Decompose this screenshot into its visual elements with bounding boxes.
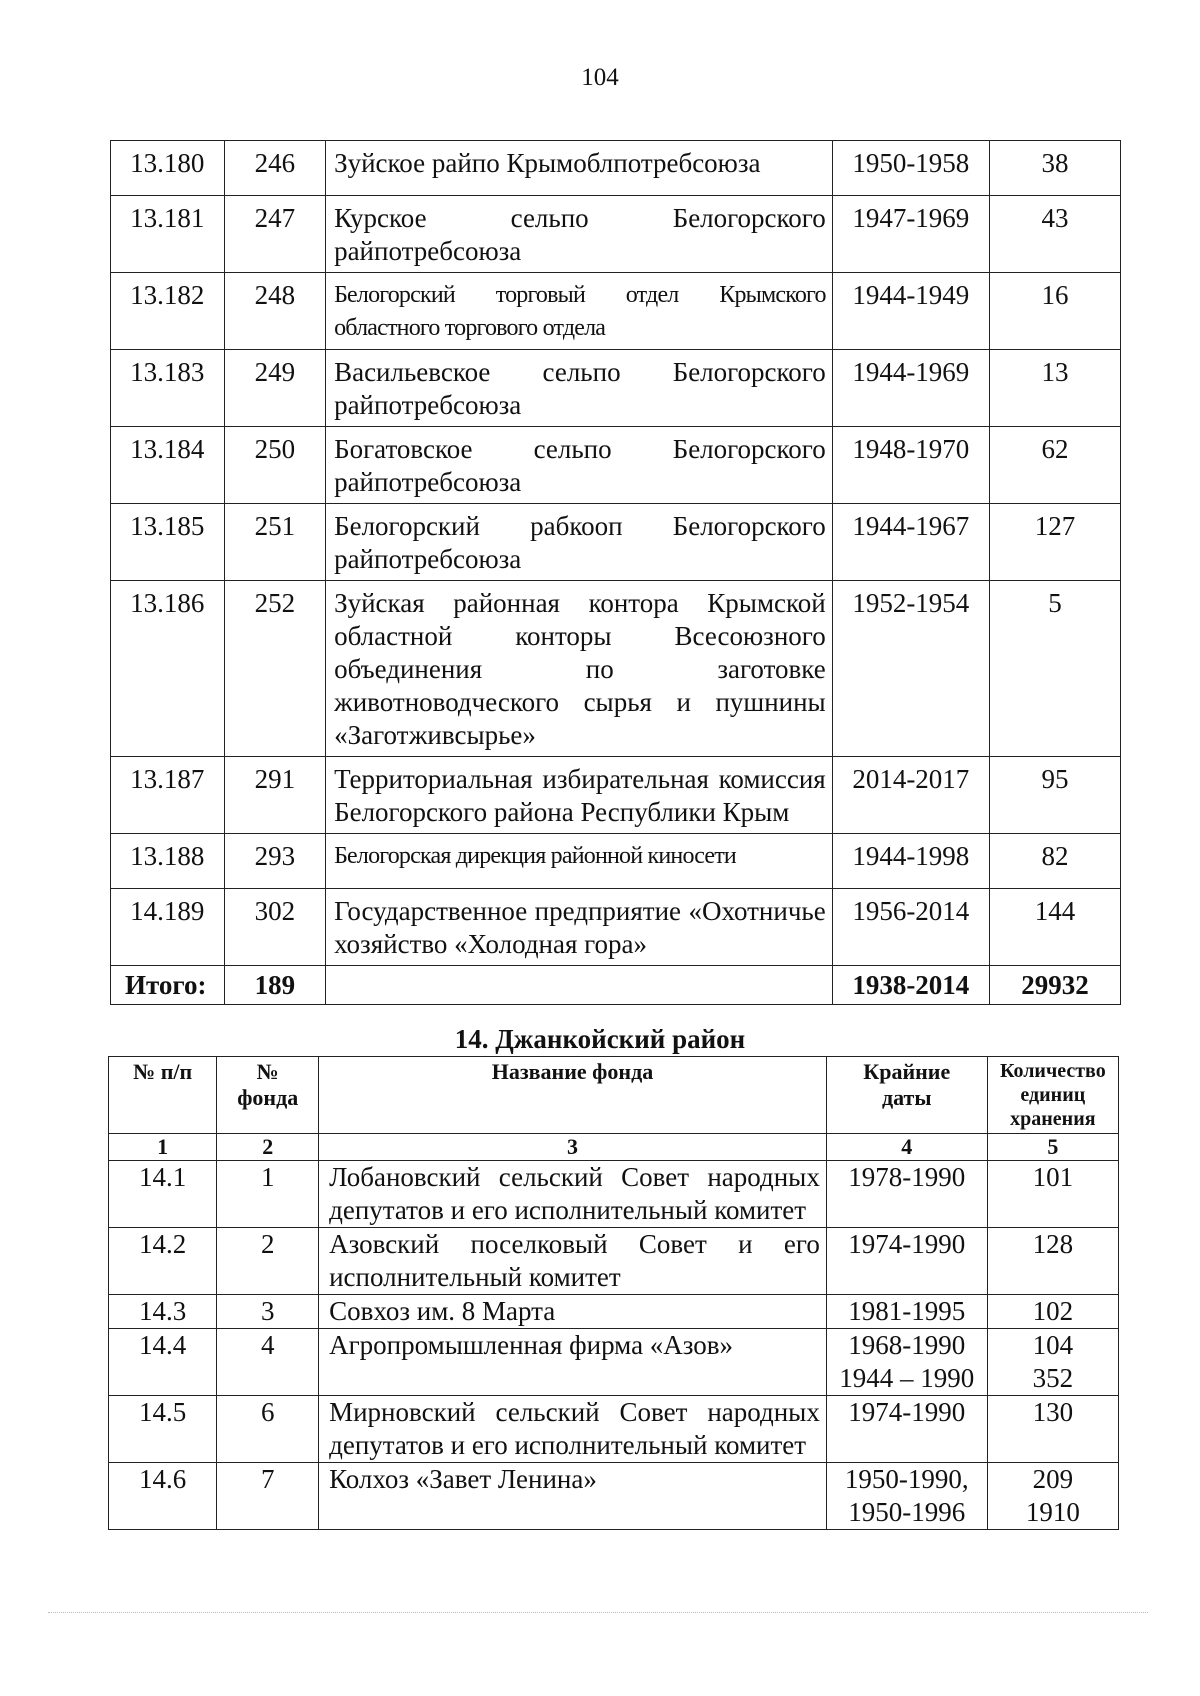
fonds-table-belogorsk [110,140,1121,1005]
count-value: 104 [1032,1330,1074,1360]
count-value: 352 [1032,1363,1074,1393]
fond-number: 247 [224,196,326,273]
section-title-dzhankoy: 14. Джанкойский район [454,1024,746,1054]
fond-number: 6 [217,1396,319,1463]
fond-count: 144 [989,889,1120,966]
column-number: 3 [319,1134,827,1161]
date-range: 1968-1990 [848,1330,966,1360]
fond-dates [826,1463,987,1530]
fond-count [987,1295,1118,1329]
fond-name: Совхоз им. 8 Марта [319,1295,827,1329]
fond-number: 252 [224,581,326,757]
fond-dates: 1952-1954 [832,581,989,757]
fond-name: Государственное предприятие «Охотничье хозяйство «Холодная гора» [326,889,833,966]
fond-name: Территориальная избирательная комиссия Белогорского района Республики Крым [326,757,833,834]
table-row [111,350,1121,427]
column-number: 5 [987,1134,1118,1161]
total-empty [326,966,833,1005]
table-row [111,504,1121,581]
fond-dates: 1944-1967 [832,504,989,581]
fond-dates: 1948-1970 [832,427,989,504]
fond-number: 249 [224,350,326,427]
fond-dates: 1944-1949 [832,273,989,350]
table-row [109,1161,1119,1228]
count-value: 1910 [1025,1497,1080,1527]
table-row [111,273,1121,350]
table-row [109,1463,1119,1530]
header-dates: Крайние даты [826,1057,987,1134]
fond-count: 82 [989,834,1120,889]
fond-dates [826,1295,987,1329]
fond-count: 13 [989,350,1120,427]
record-number: 13.182 [111,273,225,350]
fond-name: Белогорский торговый отдел Крымского областного торгового отдела [326,273,833,350]
page-number: 104 [581,64,619,91]
date-range: 1974-1990 [848,1397,966,1427]
column-number-row [109,1134,1119,1161]
header-count: Количество единиц хранения [987,1057,1118,1134]
fond-number: 250 [224,427,326,504]
fond-number: 251 [224,504,326,581]
fond-number: 293 [224,834,326,889]
fond-number: 2 [217,1228,319,1295]
table-row [111,834,1121,889]
fond-count: 38 [989,141,1120,196]
fond-name: Колхоз «Завет Ленина» [319,1463,827,1530]
fond-count: 95 [989,757,1120,834]
fond-dates: 1944-1998 [832,834,989,889]
fond-dates: 1950-1958 [832,141,989,196]
fond-number: 302 [224,889,326,966]
date-range: 1978-1990 [848,1162,966,1192]
header-row [109,1057,1119,1134]
fond-dates: 1947-1969 [832,196,989,273]
record-number: 14.1 [109,1161,217,1228]
fond-name: Зуйское райпо Крымоблпотребсоюза [326,141,833,196]
fond-name: Зуйская районная контора Крымской областной конторы Всесоюзного объединения по заготовке животноводческого сырья и пушнины «Заготживсырье» [326,581,833,757]
fond-count [987,1463,1118,1530]
fond-number: 4 [217,1329,319,1396]
table-row [109,1396,1119,1463]
total-count: 29932 [989,966,1120,1005]
scan-artifact-line [48,1612,1148,1613]
fond-number: 1 [217,1161,319,1228]
fond-name: Васильевское сельпо Белогорского райпотребсоюза [326,350,833,427]
table-row [111,757,1121,834]
column-number: 4 [826,1134,987,1161]
date-range: 1950-1996 [848,1497,966,1527]
table-row [109,1329,1119,1396]
table-row [109,1228,1119,1295]
record-number: 13.181 [111,196,225,273]
table-row [111,427,1121,504]
record-number: 14.2 [109,1228,217,1295]
fond-name: Курское сельпо Белогорского райпотребсоюза [326,196,833,273]
fond-dates [826,1228,987,1295]
count-value: 209 [1032,1464,1074,1494]
total-fonds: 189 [224,966,326,1005]
fond-count [987,1228,1118,1295]
fond-name: Богатовское сельпо Белогорского райпотребсоюза [326,427,833,504]
record-number: 13.180 [111,141,225,196]
column-number: 1 [109,1134,217,1161]
table-row [111,581,1121,757]
header-num: № п/п [109,1057,217,1134]
date-range: 1950-1990, [844,1464,969,1494]
table-row [109,1295,1119,1329]
fond-name: Азовский поселковый Совет и его исполнительный комитет [319,1228,827,1295]
record-number: 13.187 [111,757,225,834]
total-label: Итого: [111,966,225,1005]
count-value: 101 [1032,1162,1074,1192]
record-number: 13.184 [111,427,225,504]
fond-count [987,1329,1118,1396]
total-dates: 1938-2014 [832,966,989,1005]
fond-number: 248 [224,273,326,350]
count-value: 128 [1032,1229,1074,1259]
record-number: 14.6 [109,1463,217,1530]
fond-name: Мирновский сельский Совет народных депутатов и его исполнительный комитет [319,1396,827,1463]
fond-number: 7 [217,1463,319,1530]
fond-dates: 1956-2014 [832,889,989,966]
fond-dates [826,1161,987,1228]
fond-dates: 1944-1969 [832,350,989,427]
fonds-table-dzhankoy [108,1056,1119,1530]
fond-name: Белогорский рабкооп Белогорского райпотребсоюза [326,504,833,581]
fond-number: 291 [224,757,326,834]
table-row [111,141,1121,196]
date-range: 1981-1995 [848,1296,966,1326]
fond-dates [826,1329,987,1396]
fond-count: 62 [989,427,1120,504]
total-row [111,966,1121,1005]
fond-name: Белогорская дирекция районной киносети [326,834,833,889]
fond-count: 43 [989,196,1120,273]
count-value: 130 [1032,1397,1074,1427]
fond-number: 3 [217,1295,319,1329]
record-number: 13.183 [111,350,225,427]
header-fond: № фонда [217,1057,319,1134]
record-number: 13.185 [111,504,225,581]
fond-count: 16 [989,273,1120,350]
record-number: 13.188 [111,834,225,889]
fond-count: 127 [989,504,1120,581]
record-number: 14.3 [109,1295,217,1329]
fond-count [987,1161,1118,1228]
table-row [111,889,1121,966]
fond-count [987,1396,1118,1463]
fond-dates: 2014-2017 [832,757,989,834]
fond-count: 5 [989,581,1120,757]
date-range: 1944 – 1990 [839,1363,975,1393]
record-number: 13.186 [111,581,225,757]
column-number: 2 [217,1134,319,1161]
fond-name: Агропромышленная фирма «Азов» [319,1329,827,1396]
count-value: 102 [1032,1296,1074,1326]
date-range: 1974-1990 [848,1229,966,1259]
header-name: Название фонда [319,1057,827,1134]
fond-number: 246 [224,141,326,196]
record-number: 14.189 [111,889,225,966]
record-number: 14.4 [109,1329,217,1396]
fond-name: Лобановский сельский Совет народных депутатов и его исполнительный комитет [319,1161,827,1228]
table-row [111,196,1121,273]
fond-dates [826,1396,987,1463]
record-number: 14.5 [109,1396,217,1463]
